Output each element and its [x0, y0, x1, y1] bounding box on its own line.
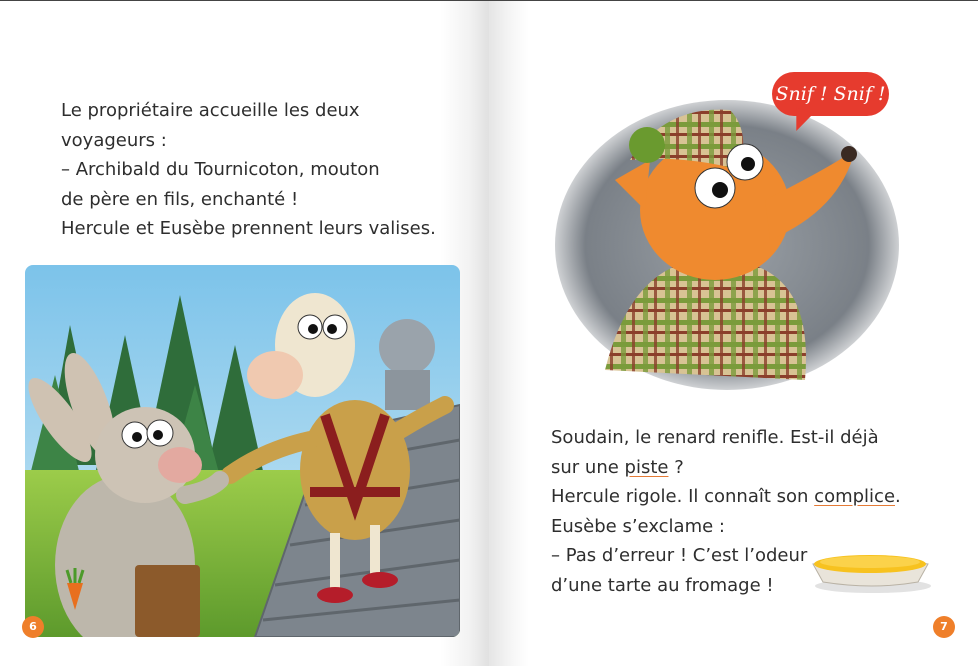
text-segment: Eusèbe s’exclame : — [551, 515, 725, 537]
text-line — [551, 482, 901, 512]
vocabulary-word: piste — [624, 456, 669, 478]
text-line: Hercule et Eusèbe prennent leurs valises. — [61, 218, 436, 239]
text-segment: ? — [668, 456, 684, 478]
text-line: Le propriétaire accueille les deux — [61, 100, 360, 121]
speech-bubble: Snif ! Snif ! — [772, 72, 889, 116]
left-page-paragraph — [61, 96, 436, 244]
cheese-tart-icon — [808, 546, 938, 596]
text-line: voyageurs : — [61, 129, 167, 151]
page-number-badge: 7 — [933, 616, 955, 638]
book-gutter-shadow — [489, 1, 529, 666]
text-segment: – Pas d’erreur ! C’est l’odeur — [551, 545, 808, 566]
text-segment: sur une — [551, 456, 625, 478]
text-line: de père en fils, enchanté ! — [61, 188, 299, 210]
fox-detective-sniffing-illustration — [555, 100, 900, 390]
text-segment: Soudain, le renard renifle. Est-il déjà — [551, 427, 879, 448]
page-number-badge: 6 — [22, 616, 44, 638]
text-segment: Hercule rigole. Il connaît son — [551, 486, 815, 507]
illustration-art — [25, 265, 460, 637]
text-line — [551, 423, 901, 453]
vocabulary-word: complice — [814, 486, 896, 507]
sheep-greeting-rabbit-illustration — [25, 265, 460, 637]
illustration-art — [555, 100, 900, 390]
text-line: – Archibald du Tournicoton, mouton — [61, 159, 380, 180]
text-line — [551, 453, 901, 483]
text-line — [551, 512, 901, 542]
tart-art — [808, 546, 938, 596]
text-segment: d’une tarte au fromage ! — [551, 574, 774, 596]
text-segment: . — [895, 486, 901, 507]
